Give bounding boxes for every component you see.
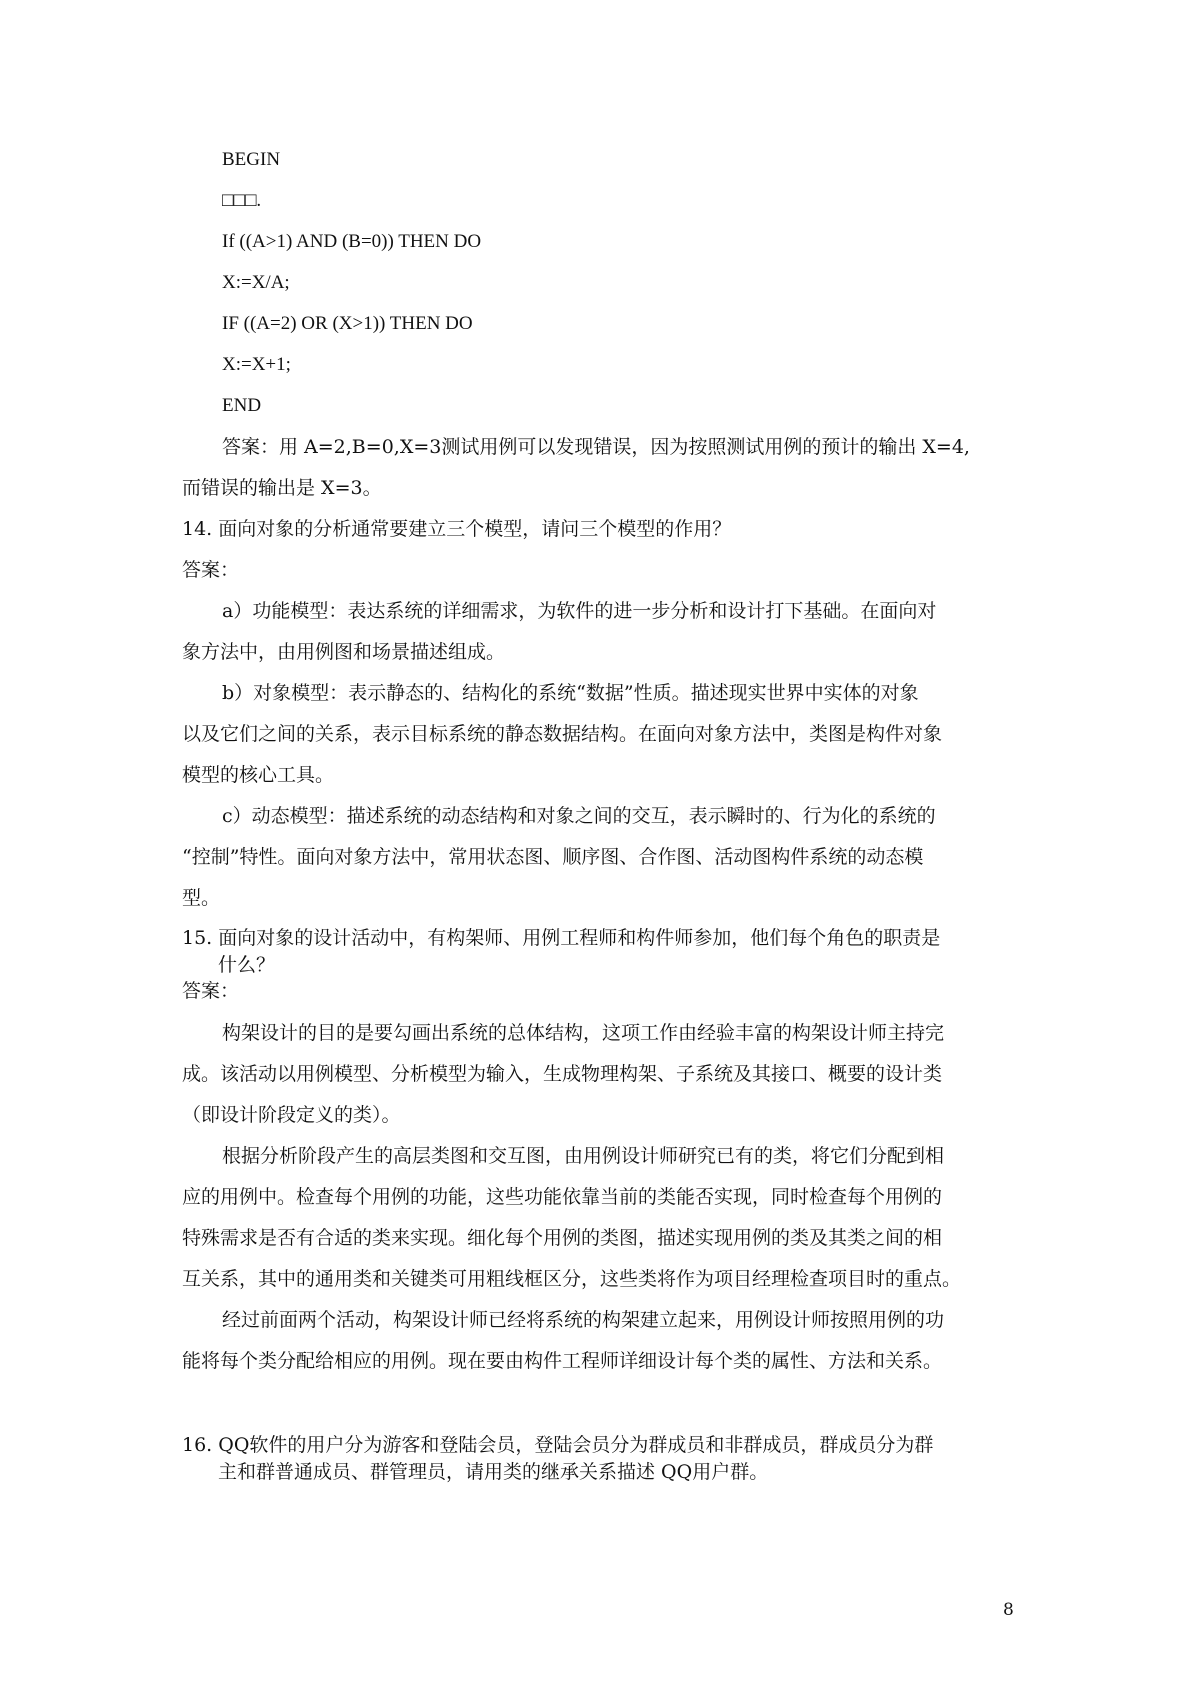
q15-p2-line-3: 特殊需求是否有合适的类来实现。细化每个用例的类图，描述实现用例的类及其类之间的相 [182,1227,943,1249]
q15-p1-line-2: 成。该活动以用例模型、分析模型为输入，生成物理构架、子系统及其接口、概要的设计类 [182,1063,943,1085]
q15-p1-line-1: 构架设计的目的是要勾画出系统的总体结构，这项工作由经验丰富的构架设计师主持完 [222,1022,945,1044]
code-line-assign-2: X:=X+1; [222,354,291,375]
q15-p2-line-2: 应的用例中。检查每个用例的功能，这些功能依靠当前的类能否实现，同时检查每个用例的 [182,1186,943,1208]
code-line-assign-1: X:=X/A; [222,272,290,293]
q15-question-line-1: 15. 面向对象的设计活动中，有构架师、用例工程师和构件师参加，他们每个角色的职责是 [182,927,941,949]
q14-b-line-1: b）对象模型：表示静态的、结构化的系统“数据”性质。描述现实世界中实体的对象 [222,682,919,704]
page-number: 8 [1003,1600,1014,1620]
q13-answer-line-1: 答案：用 A=2,B=0,X=3测试用例可以发现错误，因为按照测试用例的预计的输出 X=4, [222,436,970,458]
q14-c-line-3: 型。 [182,887,221,909]
q15-answer-label: 答案： [182,980,240,1002]
code-line-placeholder: □□□. [222,190,262,211]
q16-question-line-2: 主和群普通成员、群管理员，请用类的继承关系描述 QQ用户群。 [218,1461,769,1483]
code-line-begin: BEGIN [222,149,281,170]
q14-c-line-2: “控制”特性。面向对象方法中，常用状态图、顺序图、合作图、活动图构件系统的动态模 [182,846,924,868]
code-line-if-2: IF ((A=2) OR (X>1)) THEN DO [222,313,473,334]
q15-p2-line-4: 互关系，其中的通用类和关键类可用粗线框区分，这些类将作为项目经理检查项目时的重点。 [182,1268,962,1290]
q14-question: 14. 面向对象的分析通常要建立三个模型，请问三个模型的作用？ [182,518,732,540]
q15-p1-line-3: （即设计阶段定义的类）。 [182,1104,401,1126]
q15-question-line-2: 什么？ [218,954,276,976]
q14-b-line-3: 模型的核心工具。 [182,764,335,786]
q15-p3-line-1: 经过前面两个活动，构架设计师已经将系统的构架建立起来，用例设计师按照用例的功 [222,1309,945,1331]
q14-a-line-1: a）功能模型：表达系统的详细需求，为软件的进一步分析和设计打下基础。在面向对 [222,600,937,622]
code-line-end: END [222,395,262,416]
q14-a-line-2: 象方法中，由用例图和场景描述组成。 [182,641,506,663]
q14-b-line-2: 以及它们之间的关系，表示目标系统的静态数据结构。在面向对象方法中，类图是构件对象 [182,723,943,745]
q15-p3-line-2: 能将每个类分配给相应的用例。现在要由构件工程师详细设计每个类的属性、方法和关系。 [182,1350,943,1372]
q14-c-line-1: c）动态模型：描述系统的动态结构和对象之间的交互，表示瞬时的、行为化的系统的 [222,805,936,827]
q15-p2-line-1: 根据分析阶段产生的高层类图和交互图，由用例设计师研究已有的类，将它们分配到相 [222,1145,945,1167]
code-line-if-1: If ((A>1) AND (B=0)) THEN DO [222,231,482,252]
q16-question-line-1: 16. QQ软件的用户分为游客和登陆会员，登陆会员分为群成员和非群成员，群成员分为群 [182,1434,934,1456]
q13-answer-line-2: 而错误的输出是 X=3。 [182,477,382,499]
q14-answer-label: 答案： [182,559,240,581]
